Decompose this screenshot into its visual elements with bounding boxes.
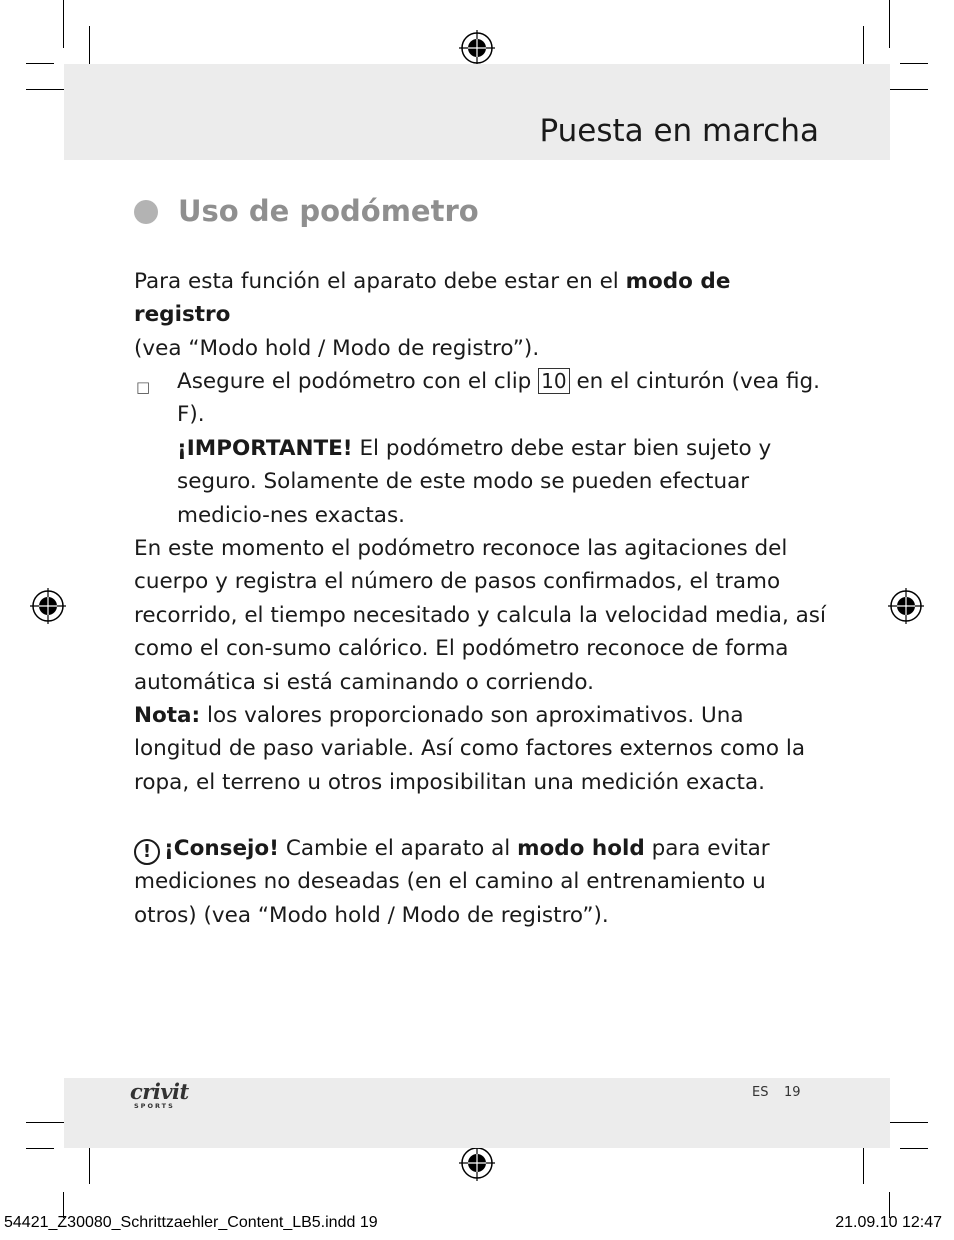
body-text: En este momento el podómetro reconoce las agitaciones del cuerpo y registra el número de pasos confirmados, el tramo recorrido, el tiempo necesitado y calcula la velocidad media, así como el con-sumo calórico. El podómetro reconoce de forma automática si está caminando o corriendo. — [134, 536, 826, 695]
intro-text: Para esta función el aparato debe estar en el — [134, 269, 626, 294]
exclamation-icon: ! — [134, 839, 160, 865]
crop-mark — [63, 0, 64, 48]
registration-mark-icon — [459, 1145, 495, 1181]
checkbox-icon: □ — [136, 378, 151, 396]
tip-paragraph — [134, 832, 834, 932]
crop-mark — [889, 0, 890, 48]
crop-mark — [884, 1122, 928, 1123]
crop-mark — [26, 63, 54, 64]
brand-logo — [130, 1079, 189, 1110]
crop-mark — [900, 1148, 928, 1149]
step-item — [177, 365, 837, 532]
section-bullet-icon — [134, 200, 158, 224]
crop-mark — [26, 1148, 54, 1149]
intro-reference: (vea “Modo hold / Modo de registro”). — [134, 335, 540, 361]
tip-label: ¡Consejo! — [164, 836, 279, 861]
note-text: los valores proporcionado son aproximativos. Una longitud de paso variable. Así como factores externos como la ropa, el terreno u otros imposibilitan una medición exacta. — [134, 703, 806, 795]
registration-mark-icon — [459, 30, 495, 66]
important-text: El podómetro debe estar bien sujeto y seguro. Solamente de este modo se pueden efectuar medicio-nes exactas. — [177, 435, 772, 528]
page-title: Puesta en marcha — [539, 113, 819, 149]
important-label: ¡IMPORTANTE! — [177, 435, 353, 461]
step-text: en el cinturón (vea fig. F). — [177, 369, 820, 428]
tip-text: para evitar mediciones no deseadas (en el camino al entrenamiento u otros) (vea “Modo hold / Modo de registro”). — [134, 836, 770, 928]
step-text: Asegure el podómetro con el clip — [177, 369, 539, 394]
page-number: 19 — [784, 1085, 801, 1100]
section-heading: Uso de podómetro — [178, 194, 479, 228]
tip-bold: modo hold — [517, 836, 645, 861]
print-slug-timestamp: 21.09.10 12:47 — [835, 1214, 942, 1231]
intro-paragraph — [134, 265, 834, 365]
registration-mark-icon — [888, 588, 924, 624]
note-label: Nota: — [134, 703, 201, 729]
registration-mark-icon — [30, 588, 66, 624]
print-slug-filename: 54421_Z30080_Schrittzaehler_Content_LB5.indd 19 — [4, 1214, 378, 1231]
part-number-badge: 10 — [538, 368, 569, 394]
logo-subtitle: SPORTS — [134, 1102, 175, 1110]
language-code: ES — [752, 1085, 769, 1100]
tip-text: Cambie el aparato al — [279, 836, 518, 861]
body-paragraph — [134, 532, 834, 799]
crop-mark — [884, 89, 928, 90]
crop-mark — [900, 63, 928, 64]
logo-wordmark: crivit — [130, 1079, 189, 1104]
intro-bold: modo de registro — [134, 269, 731, 328]
